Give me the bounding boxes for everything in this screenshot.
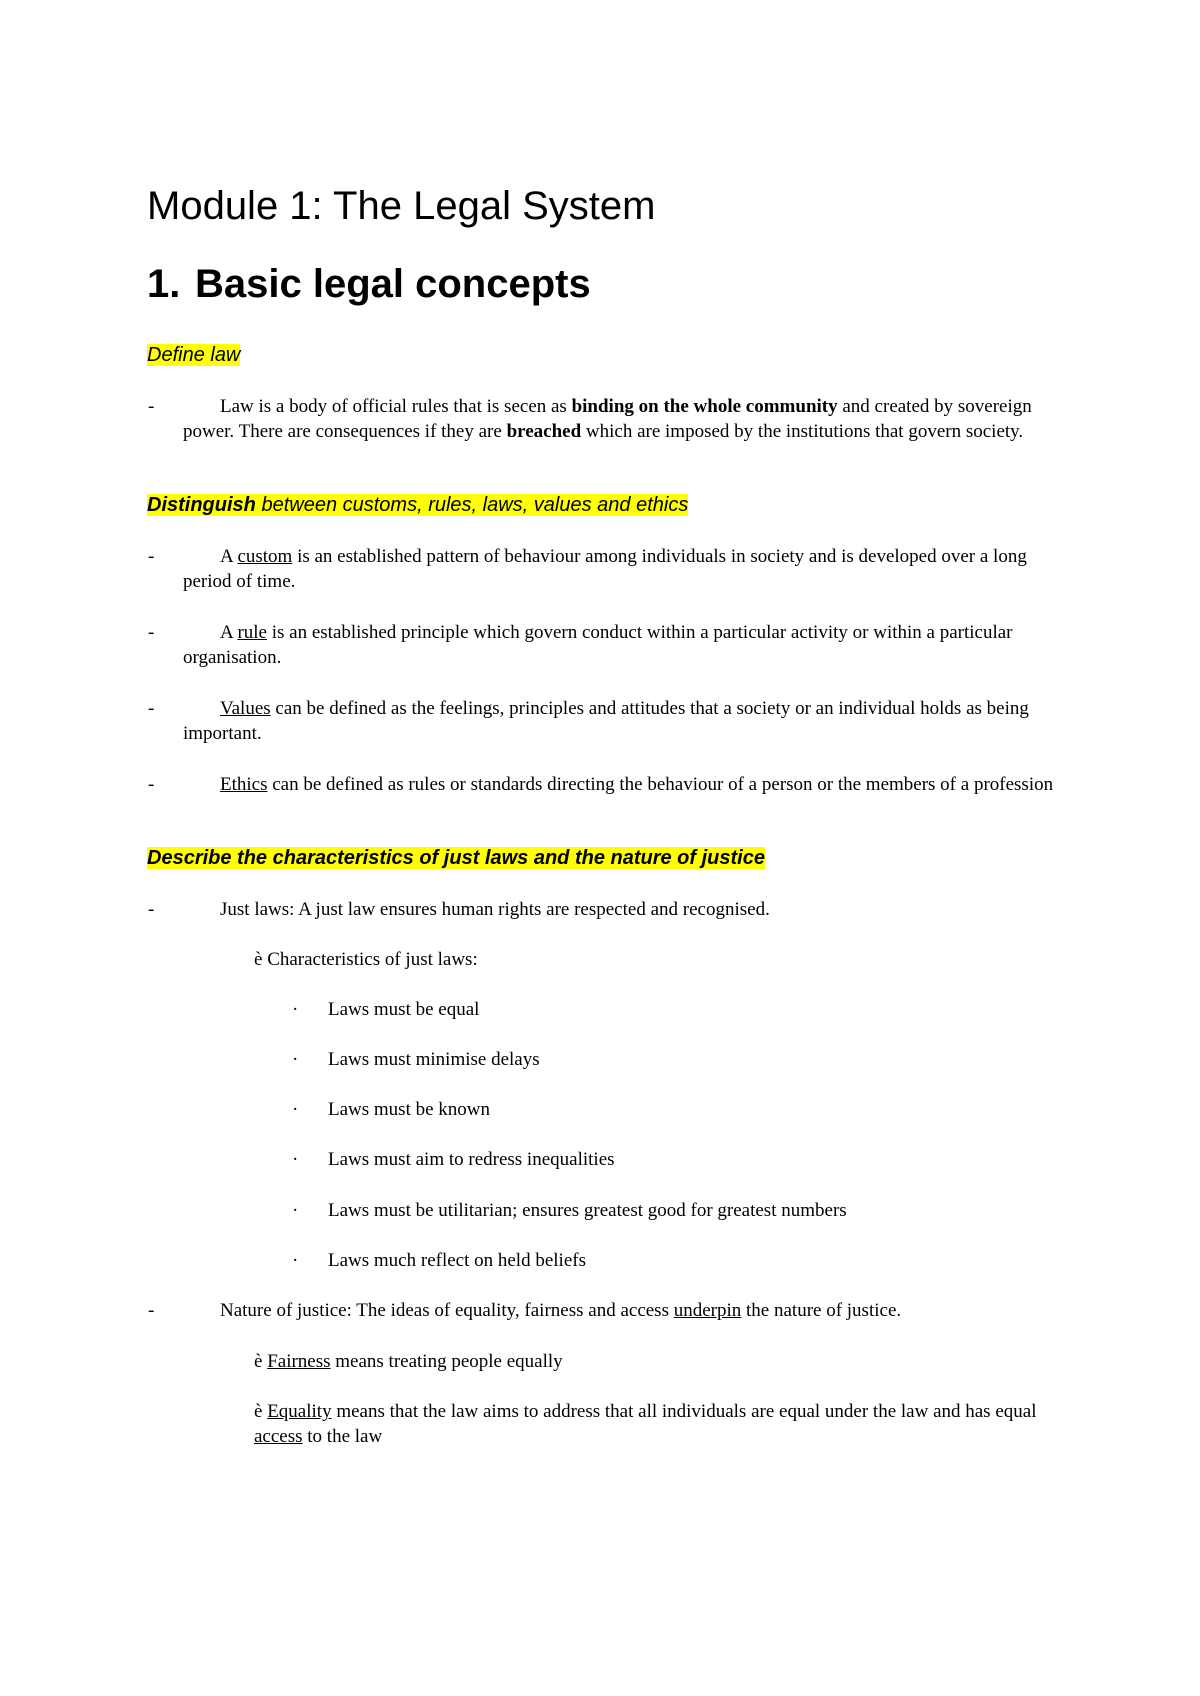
- rule-definition: - A rule is an established principle which govern conduct within a particular activity or within a particular organisation.: [148, 622, 1013, 668]
- section-number: 1.: [147, 262, 181, 306]
- term-ethics: Ethics: [220, 774, 268, 795]
- section-heading: [147, 262, 591, 307]
- term-values: Values: [220, 698, 271, 719]
- list-item: · Laws much reflect on held beliefs: [292, 1250, 586, 1271]
- term-fairness: Fairness: [267, 1351, 331, 1372]
- term-custom: custom: [237, 546, 293, 567]
- term-underpin: underpin: [673, 1300, 742, 1321]
- term-access: access: [254, 1426, 303, 1447]
- arrow-marker: è: [254, 949, 263, 970]
- list-item: · Laws must be known: [292, 1099, 491, 1120]
- ethics-definition: - Ethics can be defined as rules or standards directing the behaviour of a person or the members of a profession: [148, 774, 1054, 795]
- list-item: · Laws must minimise delays: [292, 1049, 540, 1070]
- just-laws-paragraph: - Just laws: A just law ensures human rights are respected and recognised.: [148, 899, 770, 920]
- arrow-marker: è: [254, 1351, 263, 1372]
- term-equality: Equality: [267, 1401, 332, 1422]
- custom-definition: - A custom is an established pattern of behaviour among individuals in society and is developed over a long period of time.: [148, 546, 1027, 592]
- list-item: · Laws must aim to redress inequalities: [292, 1149, 615, 1170]
- nature-of-justice-paragraph: - Nature of justice: The ideas of equality, fairness and access underpin the nature of justice.: [148, 1300, 902, 1321]
- values-definition: - Values can be defined as the feelings, principles and attitudes that a society or an individual holds as being important.: [148, 698, 1029, 744]
- dash-marker: -: [148, 396, 155, 417]
- fairness-definition: è Fairness means treating people equally: [254, 1351, 563, 1372]
- section-heading-text: Basic legal concepts: [195, 262, 591, 306]
- define-law-label: Define law: [147, 344, 241, 366]
- arrow-marker: è: [254, 1401, 263, 1422]
- module-title: Module 1: The Legal System: [147, 184, 656, 228]
- characteristics-heading: è Characteristics of just laws:: [254, 949, 478, 970]
- list-item: · Laws must be equal: [292, 999, 480, 1020]
- equality-definition: è Equality means that the law aims to address that all individuals are equal under the law and has equal access to the law: [254, 1401, 1037, 1447]
- list-item: · Laws must be utilitarian; ensures greatest good for greatest numbers: [292, 1200, 847, 1221]
- term-rule: rule: [237, 622, 267, 643]
- define-law-paragraph: - Law is a body of official rules that is secen as binding on the whole community and created by sovereign power. There are consequences if they are breached which are imposed by the institutions that govern society.: [148, 396, 1032, 442]
- describe-label: Describe the characteristics of just laws and the nature of justice: [147, 847, 765, 869]
- distinguish-label: Distinguish between customs, rules, laws, values and ethics: [147, 494, 689, 516]
